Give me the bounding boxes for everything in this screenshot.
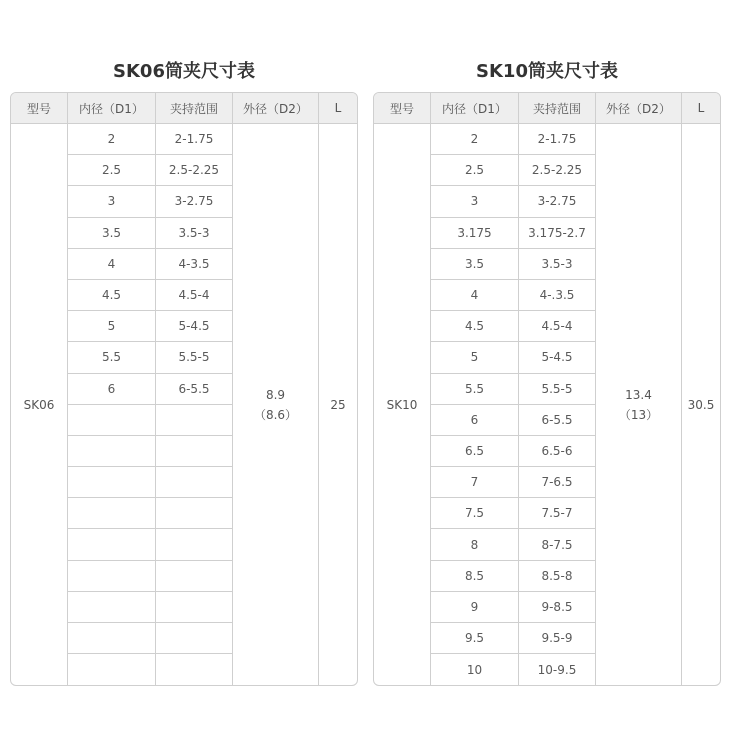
clamp-range-cell: 5-4.5 xyxy=(156,311,232,342)
inner-diameter-cell: 8 xyxy=(431,529,518,560)
clamp-range-cell xyxy=(156,654,232,685)
outer-diameter-cell xyxy=(596,124,682,685)
header-outer-diameter: 外径（D2） xyxy=(596,93,682,123)
inner-diameter-cell: 5 xyxy=(431,342,518,373)
clamp-range-column xyxy=(156,124,233,685)
inner-diameter-cell: 6 xyxy=(68,374,155,405)
clamp-range-cell xyxy=(156,436,232,467)
inner-diameter-cell: 4.5 xyxy=(431,311,518,342)
outer-diameter-value: 13.4 xyxy=(625,387,652,402)
inner-diameter-cell xyxy=(68,529,155,560)
inner-diameter-cell: 2.5 xyxy=(431,155,518,186)
clamp-range-cell: 8.5-8 xyxy=(519,561,595,592)
clamp-range-cell: 2-1.75 xyxy=(156,124,232,155)
table-body xyxy=(374,124,720,685)
clamp-range-cell: 3-2.75 xyxy=(519,186,595,217)
inner-diameter-cell: 2 xyxy=(68,124,155,155)
inner-diameter-cell xyxy=(68,467,155,498)
inner-diameter-cell: 9 xyxy=(431,592,518,623)
clamp-range-cell xyxy=(156,623,232,654)
clamp-range-cell: 5.5-5 xyxy=(156,342,232,373)
clamp-range-cell xyxy=(156,592,232,623)
clamp-range-cell: 7-6.5 xyxy=(519,467,595,498)
clamp-range-cell: 9.5-9 xyxy=(519,623,595,654)
clamp-range-cell: 5-4.5 xyxy=(519,342,595,373)
model-cell xyxy=(374,124,431,685)
inner-diameter-cell xyxy=(68,436,155,467)
clamp-range-cell: 2.5-2.25 xyxy=(519,155,595,186)
model-cell xyxy=(11,124,68,685)
sk06-panel xyxy=(10,58,358,422)
inner-diameter-cell: 3.5 xyxy=(431,249,518,280)
clamp-range-cell: 4.5-4 xyxy=(519,311,595,342)
header-inner-diameter: 内径（D1） xyxy=(431,93,519,123)
inner-diameter-cell: 2.5 xyxy=(68,155,155,186)
table-title: SK06筒夹尺寸表 xyxy=(113,61,255,82)
inner-diameter-cell: 4 xyxy=(68,249,155,280)
inner-diameter-cell: 6.5 xyxy=(431,436,518,467)
inner-diameter-cell: 7 xyxy=(431,467,518,498)
model-value: SK06 xyxy=(23,397,55,412)
clamp-range-cell xyxy=(156,529,232,560)
clamp-range-column xyxy=(519,124,596,685)
header-model: 型号 xyxy=(11,93,68,123)
inner-diameter-column xyxy=(68,124,156,685)
clamp-range-cell: 3.5-3 xyxy=(156,218,232,249)
inner-diameter-cell xyxy=(68,592,155,623)
header-clamp-range: 夹持范围 xyxy=(156,93,233,123)
table-body xyxy=(11,124,357,685)
header-length: L xyxy=(697,101,705,115)
inner-diameter-cell: 8.5 xyxy=(431,561,518,592)
clamp-range-cell: 6-5.5 xyxy=(519,405,595,436)
length-cell xyxy=(319,124,357,685)
header-outer-diameter: 外径（D2） xyxy=(233,93,319,123)
inner-diameter-column xyxy=(431,124,519,685)
clamp-range-cell: 8-7.5 xyxy=(519,529,595,560)
table-header xyxy=(11,93,357,124)
clamp-range-cell: 3-2.75 xyxy=(156,186,232,217)
clamp-range-cell: 9-8.5 xyxy=(519,592,595,623)
length-value: 25 xyxy=(330,397,346,412)
clamp-range-cell: 2-1.75 xyxy=(519,124,595,155)
inner-diameter-cell: 7.5 xyxy=(431,498,518,529)
size-table xyxy=(10,92,358,686)
clamp-range-cell: 6-5.5 xyxy=(156,374,232,405)
inner-diameter-cell: 3.175 xyxy=(431,218,518,249)
inner-diameter-cell: 4 xyxy=(431,280,518,311)
clamp-range-cell: 4-.3.5 xyxy=(519,280,595,311)
inner-diameter-cell: 4.5 xyxy=(68,280,155,311)
clamp-range-cell: 4-3.5 xyxy=(156,249,232,280)
header-inner-diameter: 内径（D1） xyxy=(68,93,156,123)
header-model: 型号 xyxy=(374,93,431,123)
inner-diameter-cell: 3.5 xyxy=(68,218,155,249)
inner-diameter-cell: 6 xyxy=(431,405,518,436)
clamp-range-cell xyxy=(156,498,232,529)
header-length: L xyxy=(334,101,342,115)
model-value: SK10 xyxy=(386,397,418,412)
inner-diameter-cell: 2 xyxy=(431,124,518,155)
clamp-range-cell: 4.5-4 xyxy=(156,280,232,311)
inner-diameter-cell xyxy=(68,405,155,436)
clamp-range-cell: 7.5-7 xyxy=(519,498,595,529)
length-cell xyxy=(682,124,720,685)
inner-diameter-cell: 10 xyxy=(466,662,483,677)
inner-diameter-cell xyxy=(68,498,155,529)
inner-diameter-cell xyxy=(68,623,155,654)
sk10-panel xyxy=(373,58,721,677)
inner-diameter-cell: 5 xyxy=(68,311,155,342)
size-table xyxy=(373,92,721,686)
clamp-range-cell xyxy=(156,561,232,592)
clamp-range-cell: 10-9.5 xyxy=(537,662,577,677)
clamp-range-cell xyxy=(156,405,232,436)
inner-diameter-cell: 9.5 xyxy=(431,623,518,654)
clamp-range-cell: 3.175-2.7 xyxy=(519,218,595,249)
clamp-range-cell: 3.5-3 xyxy=(519,249,595,280)
inner-diameter-cell: 3 xyxy=(431,186,518,217)
clamp-range-cell: 6.5-6 xyxy=(519,436,595,467)
outer-diameter-value: 8.9 xyxy=(265,387,286,402)
clamp-range-cell: 5.5-5 xyxy=(519,374,595,405)
inner-diameter-cell: 5.5 xyxy=(431,374,518,405)
inner-diameter-cell xyxy=(68,654,155,685)
table-title: SK10筒夹尺寸表 xyxy=(476,61,618,82)
inner-diameter-cell xyxy=(68,561,155,592)
outer-diameter-alt-value: （13） xyxy=(618,407,659,422)
table-header xyxy=(374,93,720,124)
clamp-range-cell: 2.5-2.25 xyxy=(156,155,232,186)
header-clamp-range: 夹持范围 xyxy=(519,93,596,123)
outer-diameter-cell xyxy=(233,124,319,685)
length-value: 30.5 xyxy=(687,397,715,412)
inner-diameter-cell: 3 xyxy=(68,186,155,217)
clamp-range-cell xyxy=(156,467,232,498)
outer-diameter-alt-value: （8.6） xyxy=(253,407,298,422)
inner-diameter-cell: 5.5 xyxy=(68,342,155,373)
